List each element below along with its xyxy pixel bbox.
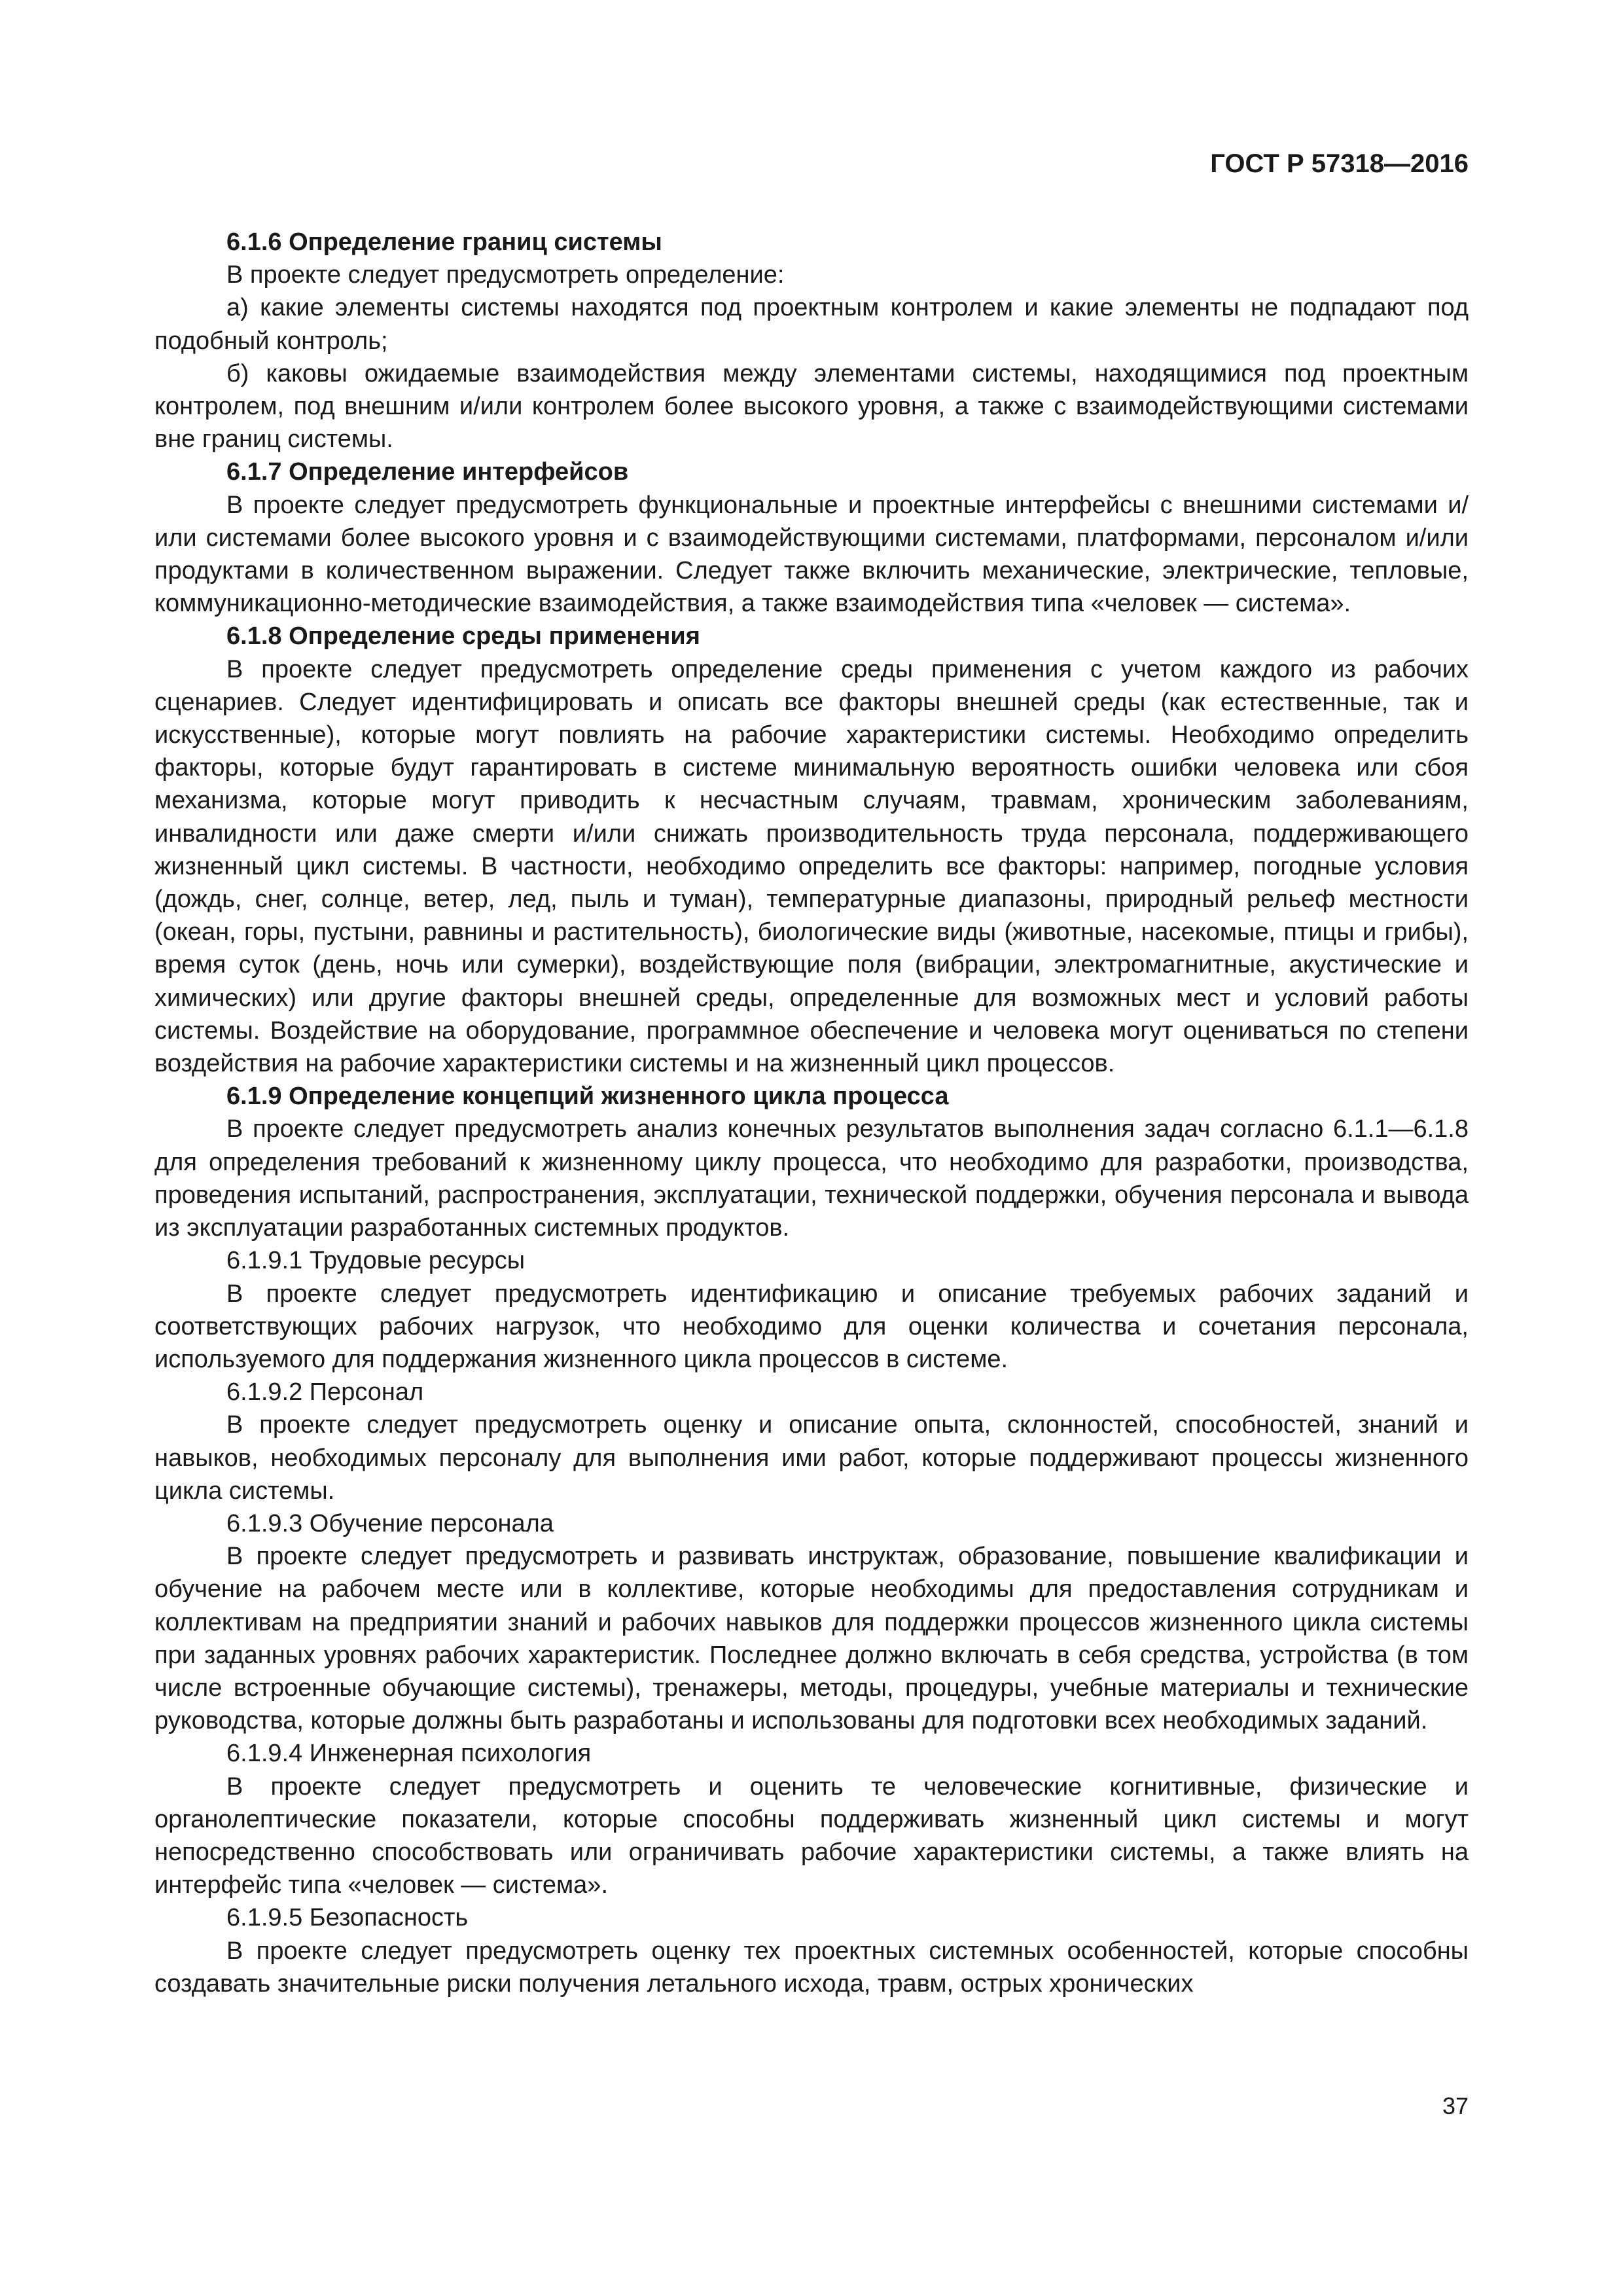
- section-heading: 6.1.9 Определение концепций жизненного цикла процесса: [226, 1083, 949, 1111]
- section-heading: 6.1.8 Определение среды применения: [226, 622, 700, 651]
- body-paragraph: 6.1.9.3 Обучение персонала: [226, 1509, 554, 1537]
- body-paragraph: В проекте следует предусмотреть идентификацию и описание требуемых рабочих заданий и соответствующих рабочих нагрузок, что необходимо для оценки количества и сочетания персонала, используемого для поддержания жизненного цикла процессов в системе.: [154, 1280, 1469, 1373]
- body-paragraph: 6.1.9.1 Трудовые ресурсы: [226, 1247, 526, 1275]
- body-paragraph: В проекте следует предусмотреть анализ конечных результатов выполнения задач согласно 6.1.1—6.1.8 для определения требований к жизненному циклу процесса, что необходимо для разработки, производства, проведения испытаний, распространения, эксплуатации, технической поддержки, обучения персонала и вывода из эксплуатации разработанных системных продуктов.: [154, 1115, 1469, 1242]
- body-paragraph: В проекте следует предусмотреть функциональные и проектные интерфейсы с внешними системами и/или системами более высокого уровня и с взаимодействующими системами, платформами, персоналом и/или продуктами в количественном выражении. Следует также включить механические, электрические, тепловые, коммуникационно-методические взаимодействия, а также взаимодействия типа «человек — система».: [154, 491, 1469, 618]
- section-heading: 6.1.6 Определение границ системы: [226, 228, 662, 256]
- body-paragraph: В проекте следует предусмотреть и развивать инструктаж, образование, повышение квалификации и обучение на рабочем месте или в коллективе, которые необходимы для предоставления сотрудникам и коллективам на предприятии знаний и рабочих навыков для поддержки процессов жизненного цикла системы при заданных уровнях рабочих характеристик. Последнее должно включать в себя средства, устройства (в том числе встроенные обучающие системы), тренажеры, методы, процедуры, учебные материалы и технические руководства, которые должны быть разработаны и использованы для подготовки всех необходимых заданий.: [154, 1543, 1469, 1735]
- section-heading: 6.1.7 Определение интерфейсов: [226, 458, 629, 486]
- body-paragraph: В проекте следует предусмотреть и оценить те человеческие когнитивные, физические и органолептические показатели, которые способны поддерживать жизненный цикл системы и могут непосредственно способствовать или ограничивать рабочие характеристики системы, а также влиять на интерфейс типа «человек — система».: [154, 1772, 1469, 1899]
- body-paragraph: 6.1.9.4 Инженерная психология: [226, 1740, 592, 1768]
- body-paragraph: В проекте следует предусмотреть оценку и описание опыта, склонностей, способностей, знаний и навыков, необходимых персоналу для выполнения ими работ, которые поддерживают процессы жизненного цикла системы.: [154, 1411, 1469, 1505]
- body-paragraph: В проекте следует предусмотреть оценку тех проектных системных особенностей, которые способны создавать значительные риски получения летального исхода, травм, острых хронических: [154, 1937, 1469, 1998]
- body-paragraph: 6.1.9.5 Безопасность: [226, 1904, 469, 1932]
- body-paragraph: а) какие элементы системы находятся под проектным контролем и какие элементы не подпадают под подобный контроль;: [154, 294, 1469, 355]
- standard-code-header: ГОСТ Р 57318—2016: [1210, 149, 1469, 178]
- page-number: 37: [1442, 2092, 1469, 2119]
- body-paragraph: В проекте следует предусмотреть определение:: [226, 261, 785, 289]
- body-paragraph: 6.1.9.2 Персонал: [226, 1378, 424, 1407]
- document-body: [154, 226, 1469, 2000]
- body-paragraph: б) каковы ожидаемые взаимодействия между элементами системы, находящимися под проектным контролем, под внешним и/или контролем более высокого уровня, а также с взаимодействующими системами вне границ системы.: [154, 359, 1469, 454]
- body-paragraph: В проекте следует предусмотреть определение среды применения с учетом каждого из рабочих сценариев. Следует идентифицировать и описать все факторы внешней среды (как естественные, так и искусственные), которые могут повлиять на рабочие характеристики системы. Необходимо определить факторы, которые будут гарантировать в системе минимальную вероятность ошибки человека или сбоя механизма, которые могут приводить к несчастным случаям, травмам, хроническим заболеваниям, инвалидности или даже смерти и/или снижать производительность труда персонала, поддерживающего жизненный цикл системы. В частности, необходимо определить все факторы: например, погодные условия (дождь, снег, солнце, ветер, лед, пыль и туман), температурные диапазоны, природный рельеф местности (океан, горы, пустыни, равнины и растительность), биологические виды (животные, насекомые, птицы и грибы), время суток (день, ночь или сумерки), воздействующие поля (вибрации, электромагнитные, акустические и химических) или другие факторы внешней среды, определенные для возможных мест и условий работы системы. Воздействие на оборудование, программное обеспечение и человека могут оцениваться по степени воздействия на рабочие характеристики системы и на жизненный цикл процессов.: [154, 655, 1469, 1078]
